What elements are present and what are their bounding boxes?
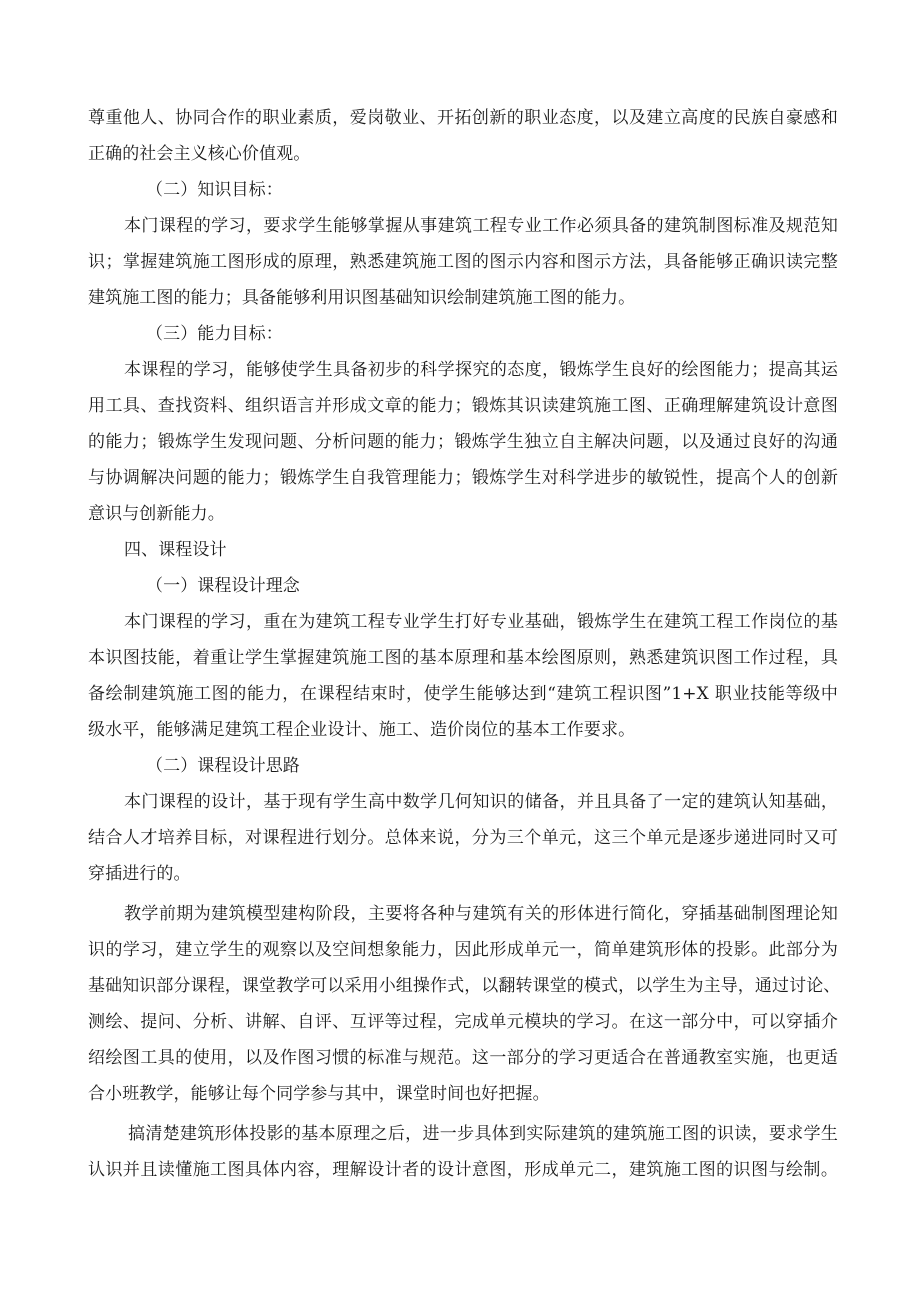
paragraph-unit-two	[88, 1116, 838, 1188]
text-line: 基础知识部分课程，课堂教学可以采用小组操作式，以翻转课堂的模式，以学生为主导，通过讨论、	[88, 976, 841, 996]
text-line: 合小班教学，能够让每个同学参与其中，课堂时间也好把握。	[88, 1084, 550, 1104]
section-heading-design-concept: （一）课程设计理念	[146, 576, 300, 596]
paragraph-values	[88, 100, 838, 172]
text-line: 绍绘图工具的使用，以及作图习惯的标准与规范。这一部分的学习更适合在普通教室实施，也更适	[88, 1048, 838, 1068]
document-page	[88, 100, 841, 1188]
text-line: 意识与创新能力。	[88, 504, 225, 524]
chapter-heading-course-design: 四、课程设计	[124, 540, 227, 560]
section-heading-ability-goals: （三）能力目标：	[146, 324, 283, 344]
paragraph-design-idea	[88, 784, 838, 892]
text-line: 备绘制建筑施工图的能力，在课程结束时，使学生能够达到“建筑工程识图”1+X 职业技能等级中	[88, 684, 838, 704]
text-line: 本门课程的设计，基于现有学生高中数学几何知识的储备，并且具备了一定的建筑认知基础，	[124, 792, 838, 812]
text-line: 教学前期为建筑模型建构阶段，主要将各种与建筑有关的形体进行简化，穿插基础制图理论知	[124, 904, 838, 924]
text-line: 正确的社会主义核心价值观。	[88, 144, 311, 164]
paragraph-unit-one	[88, 896, 841, 1112]
text-line: 识；掌握建筑施工图形成的原理，熟悉建筑施工图的图示内容和图示方法，具备能够正确识读完整	[88, 252, 838, 272]
text-line: 级水平，能够满足建筑工程企业设计、施工、造价岗位的基本工作要求。	[88, 720, 636, 740]
text-line: 用工具、查找资料、组织语言并形成文章的能力；锻炼其识读建筑施工图、正确理解建筑设计意图	[88, 396, 838, 416]
text-line: 结合人才培养目标，对课程进行划分。总体来说，分为三个单元，这三个单元是逐步递进同时又可	[88, 828, 838, 848]
text-line: 穿插进行的。	[88, 864, 191, 884]
text-line: 识的学习，建立学生的观察以及空间想象能力，因此形成单元一，简单建筑形体的投影。此部分为	[88, 940, 838, 960]
text-line: 的能力；锻炼学生发现问题、分析问题的能力；锻炼学生独立自主解决问题，以及通过良好的沟通	[88, 432, 838, 452]
text-line: 本门课程的学习，要求学生能够掌握从事建筑工程专业工作必须具备的建筑制图标准及规范知	[124, 216, 838, 236]
paragraph-design-concept	[88, 604, 838, 748]
text-line: 认识并且读懂施工图具体内容，理解设计者的设计意图，形成单元二，建筑施工图的识图与绘制。	[88, 1160, 838, 1180]
section-heading-knowledge-goals: （二）知识目标：	[146, 180, 283, 200]
text-line: 本识图技能，着重让学生掌握建筑施工图的基本原理和基本绘图原则，熟悉建筑识图工作过程，具	[88, 648, 838, 668]
text-line: 尊重他人、协同合作的职业素质，爱岗敬业、开拓创新的职业态度，以及建立高度的民族自豪感和	[88, 108, 838, 128]
text-line: 建筑施工图的能力；具备能够利用识图基础知识绘制建筑施工图的能力。	[88, 288, 636, 308]
text-line: 测绘、提问、分析、讲解、自评、互评等过程，完成单元模块的学习。在这一部分中，可以穿插介	[88, 1012, 838, 1032]
text-line: 搞清楚建筑形体投影的基本原理之后，进一步具体到实际建筑的建筑施工图的识读，要求学生	[128, 1124, 838, 1144]
section-heading-design-idea: （二）课程设计思路	[146, 756, 300, 776]
text-line: 本门课程的学习，重在为建筑工程专业学生打好专业基础，锻炼学生在建筑工程工作岗位的基	[124, 612, 838, 632]
paragraph-knowledge-goals	[88, 208, 838, 316]
paragraph-ability-goals	[88, 352, 838, 532]
text-line: 本课程的学习，能够使学生具备初步的科学探究的态度，锻炼学生良好的绘图能力；提高其运	[124, 360, 838, 380]
text-line: 与协调解决问题的能力；锻炼学生自我管理能力；锻炼学生对科学进步的敏锐性，提高个人的创新	[88, 468, 838, 488]
